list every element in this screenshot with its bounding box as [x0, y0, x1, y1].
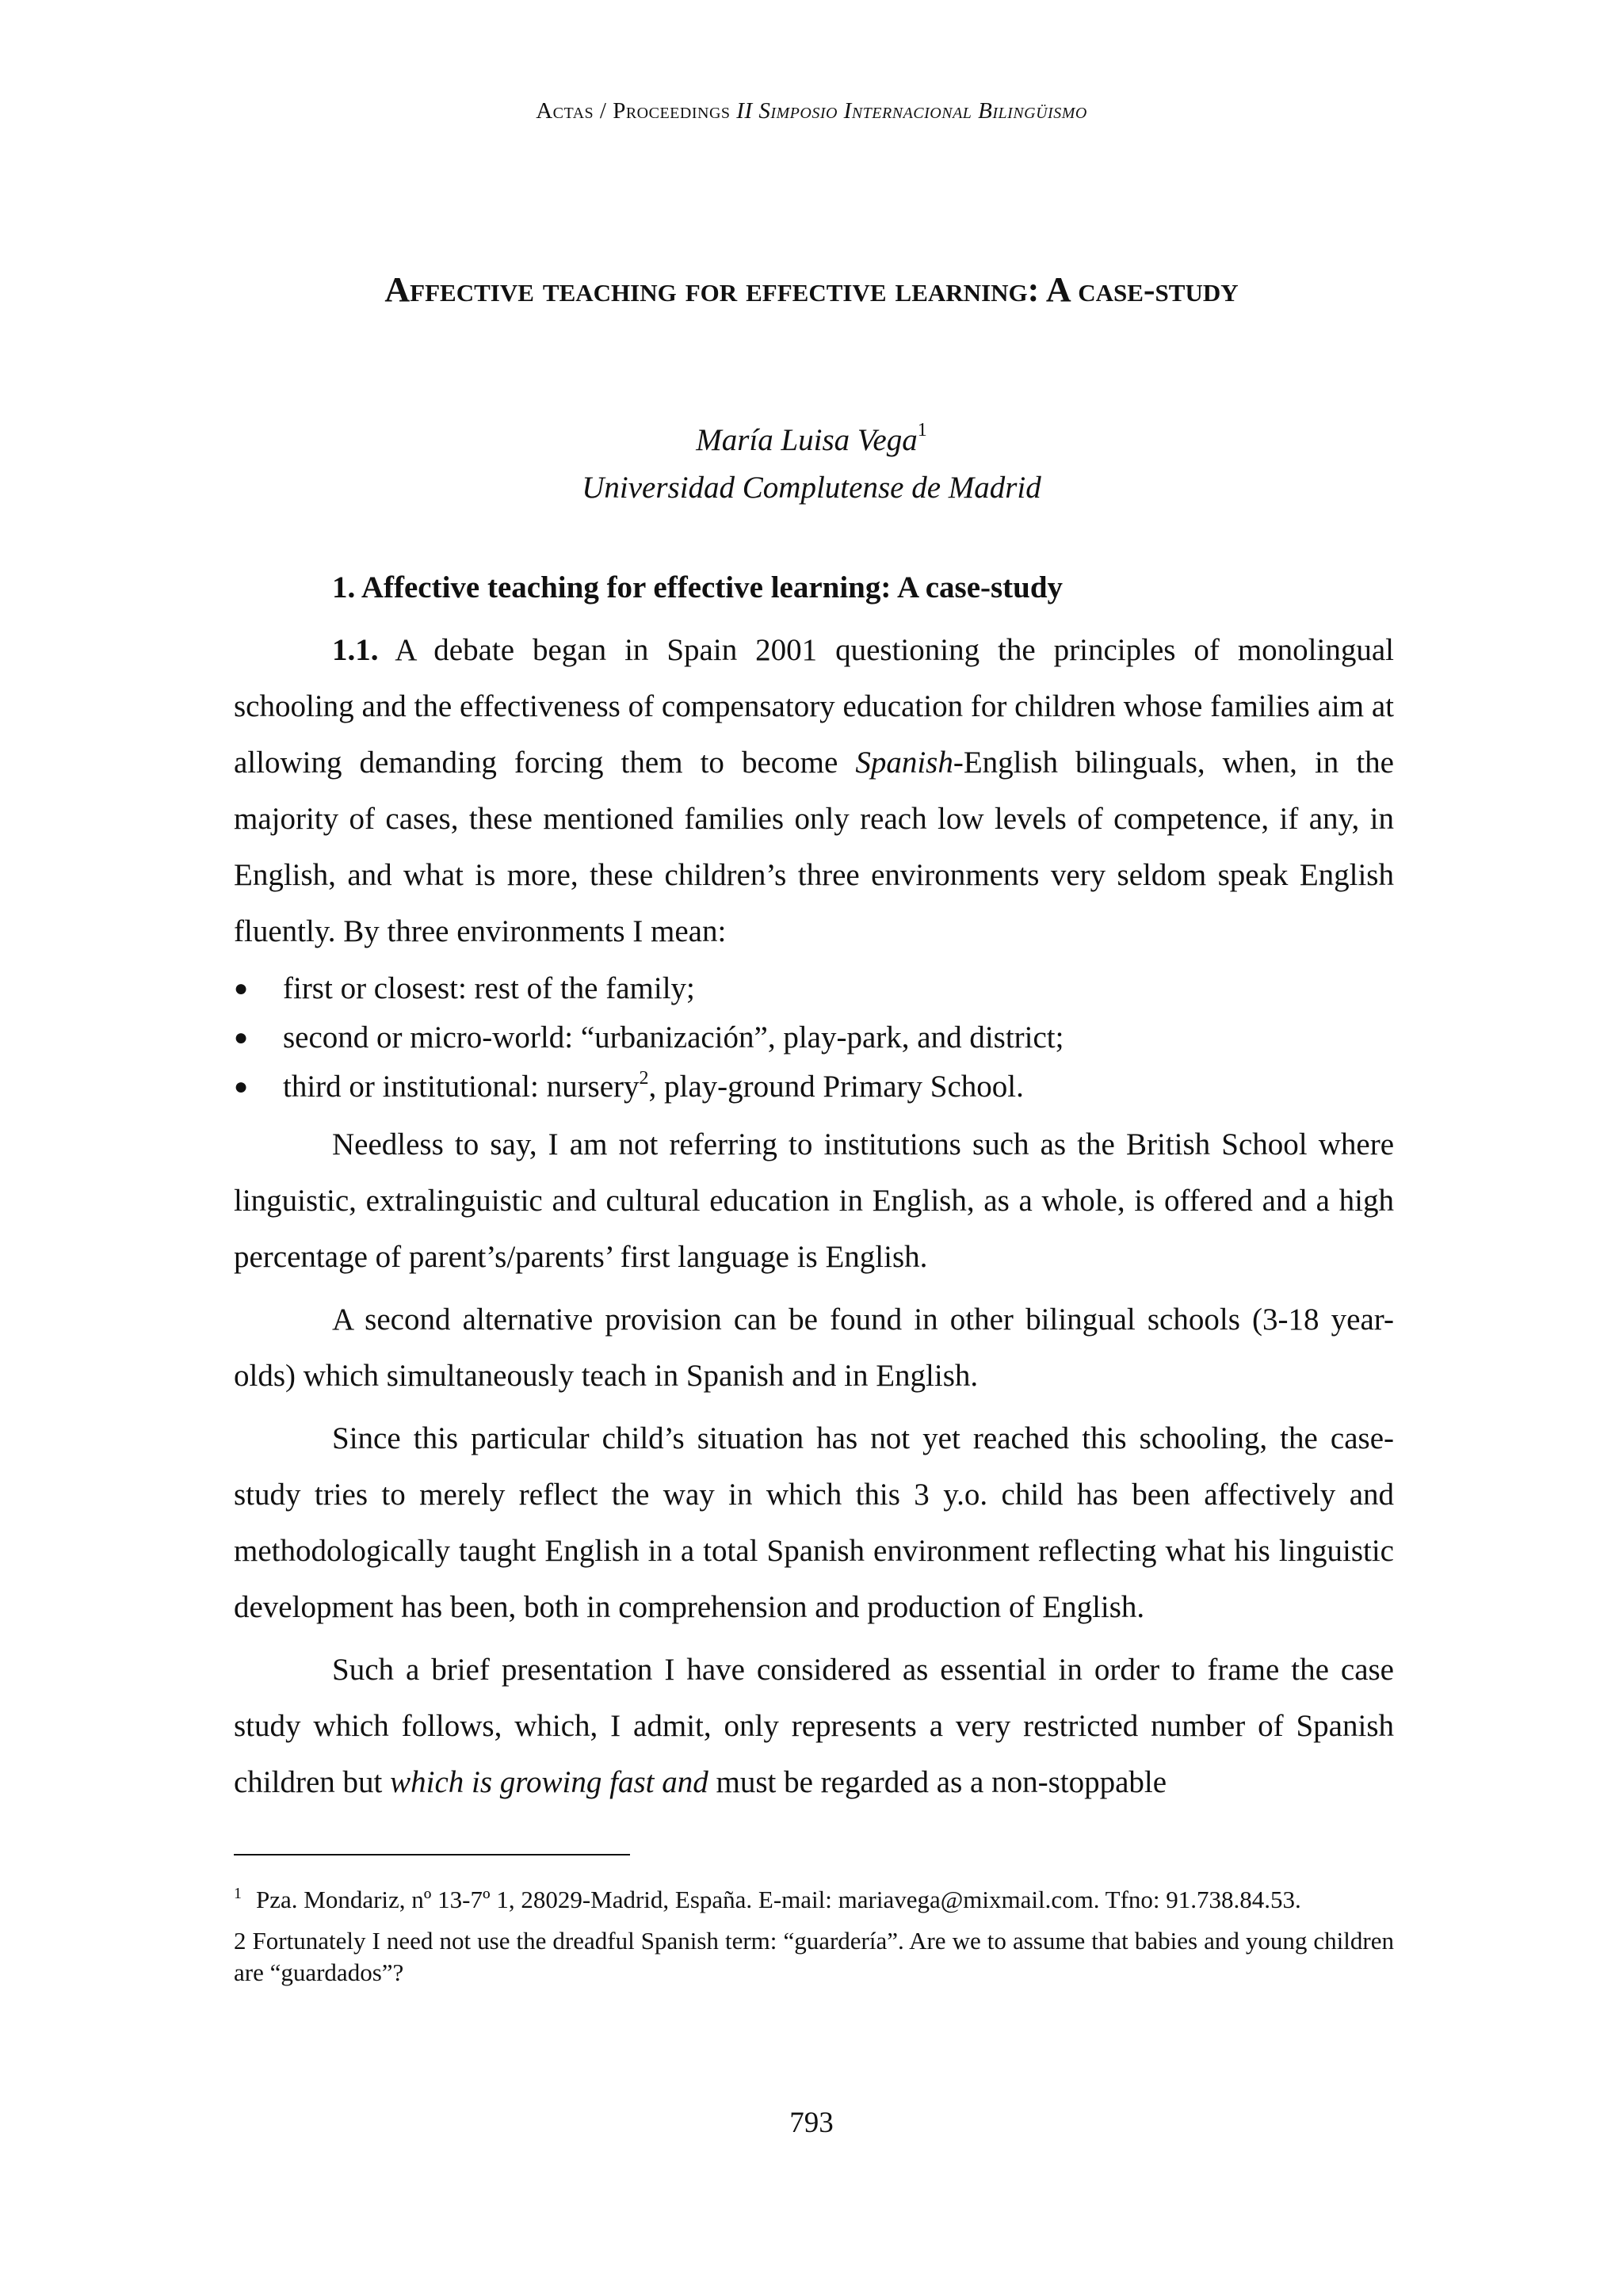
paragraph-1-italic: Spanish [855, 746, 953, 780]
list-item-text: second or micro-world: “urbanización”, play-park, and district; [283, 1020, 1064, 1055]
footnote-1-marker: 1 [234, 1885, 242, 1902]
author-block [0, 417, 1623, 512]
paragraph-1-lead: 1.1. [332, 633, 379, 667]
paper-title: Affective teaching for effective learning: A case-study [384, 270, 1239, 309]
author-name: María Luisa Vega [696, 423, 918, 457]
author-footnote-marker: 1 [917, 420, 927, 441]
list-item-text: first or closest: rest of the family; [283, 971, 695, 1005]
paragraph-1-text-b: -English bilinguals, when, in the majority of cases, these mentioned families only reach low levels of competence, if any, in English, and what is more, these children’s three environments very seldom speak English fluently. By three environments I mean: [234, 746, 1394, 948]
section-heading: 1. Affective teaching for effective learning: A case-study [332, 570, 1064, 605]
bullet-icon: ● [234, 975, 249, 1001]
footnote-1-text: Pza. Mondariz, nº 13-7º 1, 28029-Madrid, España. E-mail: mariavega@mixmail.com. Tfno: 91.738.84.53. [256, 1886, 1301, 1913]
footnotes [234, 1884, 1394, 1998]
list-item-text-b: , play-ground Primary School. [648, 1070, 1024, 1104]
list-item [234, 1013, 1394, 1062]
header-actas: Actas [536, 98, 594, 124]
paragraph-4: Since this particular child’s situation has not yet reached this schooling, the case-study tries to merely reflect the way in which this 3 y.o. child has been affectively and methodologically taught English in a total Spanish environment reflecting what his linguistic development has been, both in comprehension and production of English. [234, 1421, 1394, 1624]
header-proceedings: Proceedings [613, 98, 731, 124]
bullet-icon: ● [234, 1024, 249, 1051]
footnote-ref-2: 2 [639, 1068, 649, 1089]
environments-list [234, 964, 1394, 1112]
paragraph-5-text-a: Such a brief presentation I have considered as essential in order to frame the case study which follows, which, I admit, only represents a very restricted number of Spanish children but [234, 1653, 1394, 1799]
footnote-divider [234, 1854, 630, 1855]
running-header [0, 98, 1623, 124]
body-text [234, 622, 1394, 1810]
page-number: 793 [789, 2107, 834, 2139]
list-item-text-a: third or institutional: nursery [283, 1070, 640, 1104]
paragraph-5-text-b: must be regarded as a non-stoppable [708, 1765, 1167, 1799]
paragraph-5 [234, 1642, 1394, 1810]
footnote-2: 2 Fortunately I need not use the dreadful Spanish term: “guardería”. Are we to assume that babies and young children are “guardados”? [234, 1927, 1394, 1986]
author-affiliation: Universidad Complutense de Madrid [582, 471, 1041, 505]
footnote-1 [234, 1884, 1394, 1916]
bullet-icon: ● [234, 1074, 249, 1100]
list-item [234, 1062, 1394, 1112]
list-item [234, 964, 1394, 1013]
author-name-line [0, 417, 1623, 464]
header-separator: / [594, 98, 613, 124]
paragraph-1-text-a: A debate began in Spain 2001 questioning the principles of monolingual schooling and the effectiveness of compensatory education for children whose families aim at allowing demanding forcing them to become [234, 633, 1394, 780]
paragraph-1 [234, 622, 1394, 959]
paragraph-2: Needless to say, I am not referring to institutions such as the British School where linguistic, extralinguistic and cultural education in English, as a whole, is offered and a high percentage of parent’s/parents’ first language is English. [234, 1127, 1394, 1274]
paragraph-5-italic: which is growing fast and [390, 1765, 708, 1799]
header-symposium: II Simposio Internacional Bilingüismo [736, 98, 1087, 124]
paragraph-3: A second alternative provision can be found in other bilingual schools (3-18 year-olds) which simultaneously teach in Spanish and in English. [234, 1302, 1394, 1393]
